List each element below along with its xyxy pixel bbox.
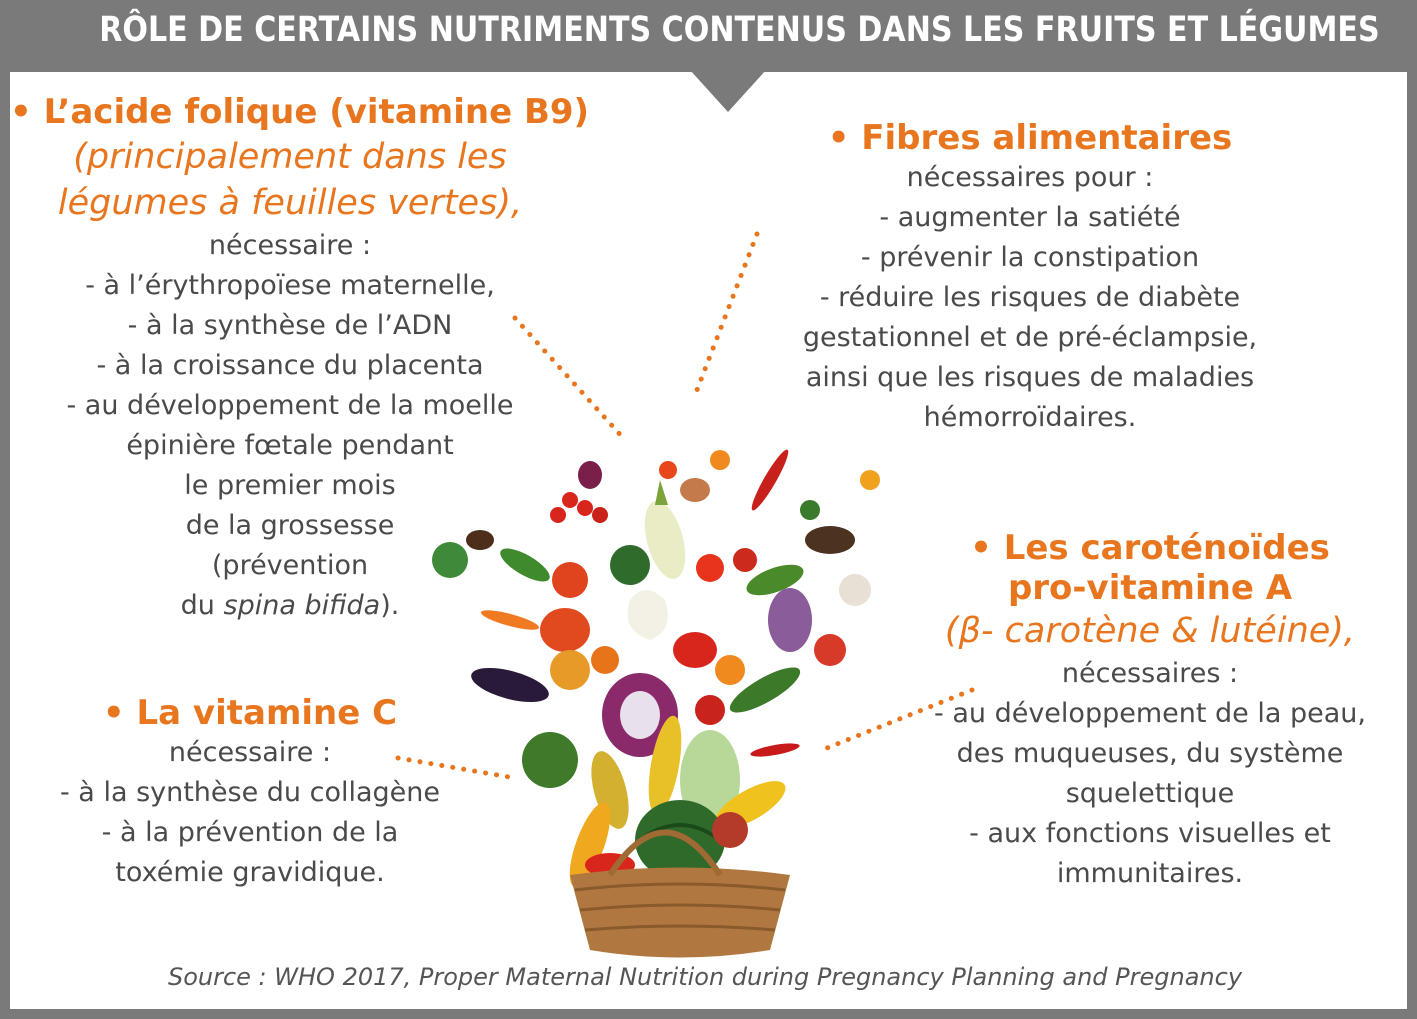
carotenoids-line: - aux fonctions visuelles et xyxy=(969,818,1331,849)
folate-line: - à la croissance du placenta xyxy=(96,350,484,381)
bullet-icon: • xyxy=(102,693,125,733)
carotenoids-line: - au développement de la peau, xyxy=(934,698,1366,729)
flying-vegetables xyxy=(432,447,880,760)
carotenoids-line: des muqueuses, du système xyxy=(956,738,1344,769)
folate-subtitle-1: (principalement dans les xyxy=(73,137,507,177)
folate-line: de la grossesse xyxy=(185,510,395,541)
vegetable-basket-illustration xyxy=(410,420,940,960)
carotenoids-title-2: pro-vitamine A xyxy=(1007,568,1293,608)
connector-fibres xyxy=(697,234,757,390)
bullet-icon: • xyxy=(10,92,32,132)
fibres-line: - augmenter la satiété xyxy=(879,202,1181,233)
vitamin-c-title-text: La vitamine C xyxy=(136,693,398,733)
fibres-line: gestationnel et de pré-éclampsie, xyxy=(802,322,1258,353)
fibres-title-text: Fibres alimentaires xyxy=(861,118,1233,158)
bullet-icon: • xyxy=(970,528,992,568)
vitamin-c-line: toxémie gravidique. xyxy=(115,857,385,888)
fibres-line: nécessaires pour : xyxy=(906,162,1154,193)
fibres-line: - réduire les risques de diabète xyxy=(819,282,1241,313)
source-citation: Source : WHO 2017, Proper Maternal Nutrition during Pregnancy Planning and Pregnancy xyxy=(167,963,1243,991)
basket-contents xyxy=(522,713,792,892)
fibres-line: hémorroïdaires. xyxy=(923,402,1137,433)
vitamin-c-line: nécessaire : xyxy=(168,737,332,768)
folate-line: nécessaire : xyxy=(208,230,372,261)
folate-last-suffix: ). xyxy=(380,590,400,621)
folate-line: - au développement de la moelle xyxy=(66,390,514,421)
folate-title-text: L’acide folique (vitamine B9) xyxy=(43,92,590,132)
vitamin-c-line: - à la prévention de la xyxy=(101,817,399,848)
folate-line: - à la synthèse de l’ADN xyxy=(127,310,453,341)
vitamin-c-line: - à la synthèse du collagène xyxy=(59,777,441,808)
fibres-line: - prévenir la constipation xyxy=(860,242,1200,273)
folate-subtitle-2: légumes à feuilles vertes), xyxy=(57,183,523,223)
folate-line: (prévention xyxy=(211,550,369,581)
fibres-line: ainsi que les risques de maladies xyxy=(805,362,1255,393)
bullet-icon: • xyxy=(827,118,850,158)
page-title: RÔLE DE CERTAINS NUTRIMENTS CONTENUS DANS LES FRUITS ET LÉGUMES xyxy=(99,10,1380,50)
carotenoids-line: squelettique xyxy=(1065,778,1235,809)
carotenoids-subtitle: (β- carotène & lutéine), xyxy=(944,611,1356,651)
folate-line: - à l’érythropoïese maternelle, xyxy=(85,270,495,301)
folate-last-italic: spina bifida xyxy=(223,590,381,621)
carotenoids-line: immunitaires. xyxy=(1056,858,1244,889)
carotenoids-title-text: Les caroténoïdes xyxy=(1003,528,1330,568)
carotenoids-line: nécessaires : xyxy=(1061,658,1239,689)
folate-line: le premier mois xyxy=(184,470,396,501)
folate-line: épinière fœtale pendant xyxy=(126,430,454,461)
folate-last-prefix: du xyxy=(180,590,224,621)
